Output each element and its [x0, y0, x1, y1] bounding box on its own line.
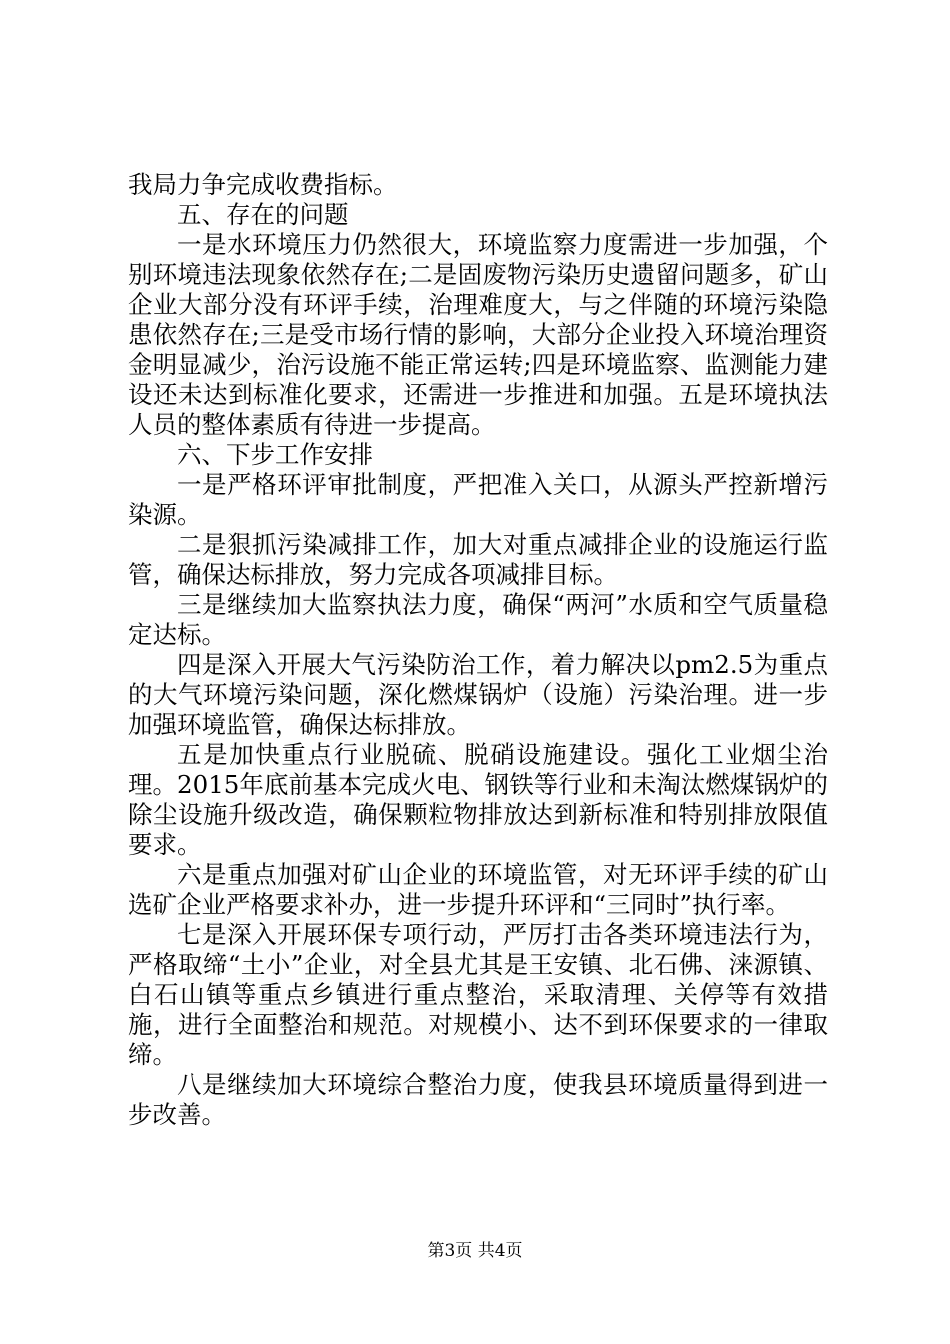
paragraph-step-7: 七是深入开展环保专项行动，严厉打击各类环境违法行为，严格取缔“土小”企业，对全县尤其是王安镇、北石佛、涞源镇、白石山镇等重点乡镇进行重点整治，采取清理、关停等有效措施，进行全面整治和规范。对规模小、达不到环保要求的一律取缔。: [128, 920, 828, 1069]
section-heading-next-steps: 六、下步工作安排: [177, 440, 373, 469]
paragraph-step-4: 四是深入开展大气污染防治工作，着力解决以pm2.5为重点的大气环境污染问题，深化燃煤锅炉（设施）污染治理。进一步加强环境监管，确保达标排放。: [128, 650, 828, 739]
section-heading-problems: 五、存在的问题: [177, 200, 349, 229]
paragraph-step-2: 二是狠抓污染减排工作，加大对重点减排企业的设施运行监管，确保达标排放，努力完成各项减排目标。: [128, 530, 828, 589]
paragraph-step-1: 一是严格环评审批制度，严把准入关口，从源头严控新增污染源。: [128, 470, 828, 529]
paragraph-step-3: 三是继续加大监察执法力度，确保“两河”水质和空气质量稳定达标。: [128, 590, 828, 649]
paragraph-step-5: 五是加快重点行业脱硫、脱硝设施建设。强化工业烟尘治理。2015年底前基本完成火电、钢铁等行业和未淘汰燃煤锅炉的除尘设施升级改造，确保颗粒物排放达到新标准和特别排放限值要求。: [128, 740, 828, 859]
paragraph-step-8: 八是继续加大环境综合整治力度，使我县环境质量得到进一步改善。: [128, 1070, 828, 1129]
paragraph-problems: 一是水环境压力仍然很大，环境监察力度需进一步加强，个别环境违法现象依然存在;二是固废物污染历史遗留问题多，矿山企业大部分没有环评手续，治理难度大，与之伴随的环境污染隐患依然存在;三是受市场行情的影响，大部分企业投入环境治理资金明显减少，治污设施不能正常运转;四是环境监察、监测能力建设还未达到标准化要求，还需进一步推进和加强。五是环境执法人员的整体素质有待进一步提高。: [128, 230, 828, 439]
paragraph-fee-target: 我局力争完成收费指标。: [128, 170, 398, 199]
page-number: 第3页 共4页: [427, 1241, 523, 1261]
paragraph-step-6: 六是重点加强对矿山企业的环境监管，对无环评手续的矿山选矿企业严格要求补办，进一步提升环评和“三同时”执行率。: [128, 860, 828, 919]
document-body: [128, 170, 828, 1130]
